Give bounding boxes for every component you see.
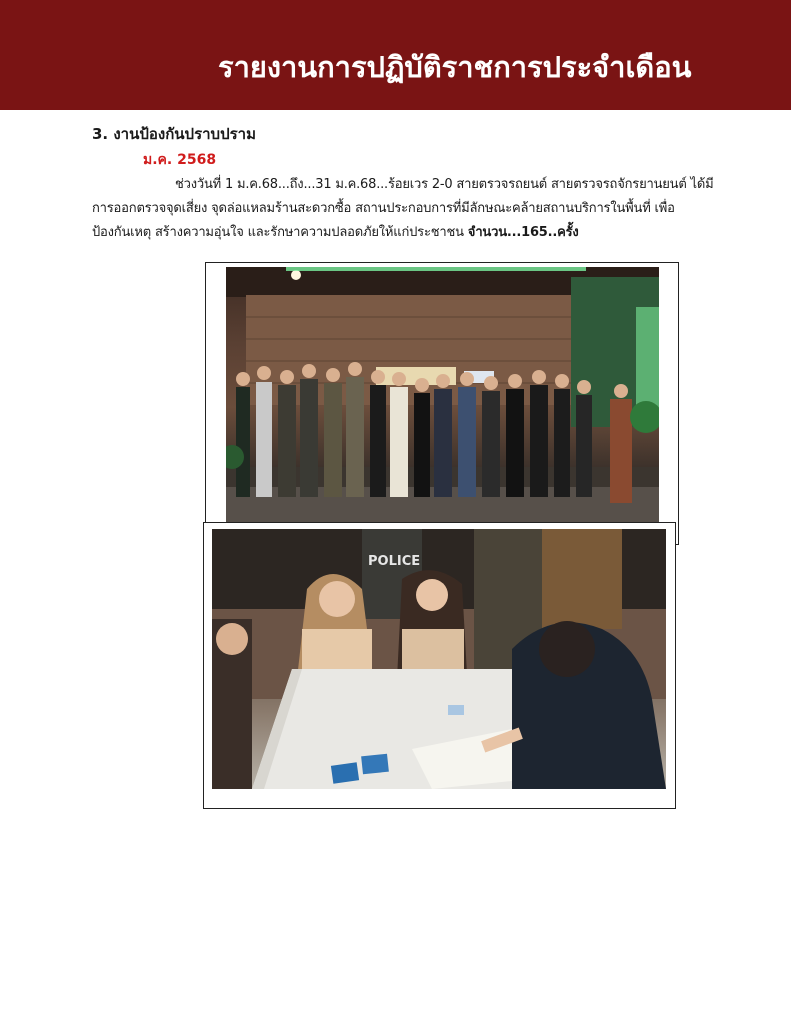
count-text: จำนวน...165..ครั้ง xyxy=(467,225,579,240)
month-label: ม.ค. 2568 xyxy=(143,152,217,168)
body-line-1: ช่วงวันที่ 1 ม.ค.68...ถึง...31 ม.ค.68...ร้อยเวร 2-0 สายตรวจรถยนต์ สายตรวจรถจักรยานยนต์ ได้มี xyxy=(175,177,714,192)
header-title: รายงานการปฏิบัติราชการประจำเดือน xyxy=(218,50,692,84)
body-line-2: การออกตรวจจุดเสี่ยง จุดล่อแหลมร้านสะดวกซื้อ สถานประกอบการที่มีลักษณะคล้ายสถานบริการในพื้นที่ เพื่อ xyxy=(92,201,675,216)
group-photo-illustration xyxy=(226,267,659,522)
section-heading: 3. งานป้องกันปราบปราม xyxy=(92,125,256,143)
inspection-photo xyxy=(212,529,666,789)
body-line-3-text: ป้องกันเหตุ สร้างความอุ่นใจ และรักษาความปลอดภัยให้แก่ประชาชน xyxy=(92,225,464,240)
group-photo xyxy=(226,267,659,522)
police-vest-text: POLICE xyxy=(368,554,421,569)
page-header xyxy=(0,0,791,110)
inspection-photo-illustration xyxy=(212,529,666,789)
body-line-3 xyxy=(92,221,579,242)
